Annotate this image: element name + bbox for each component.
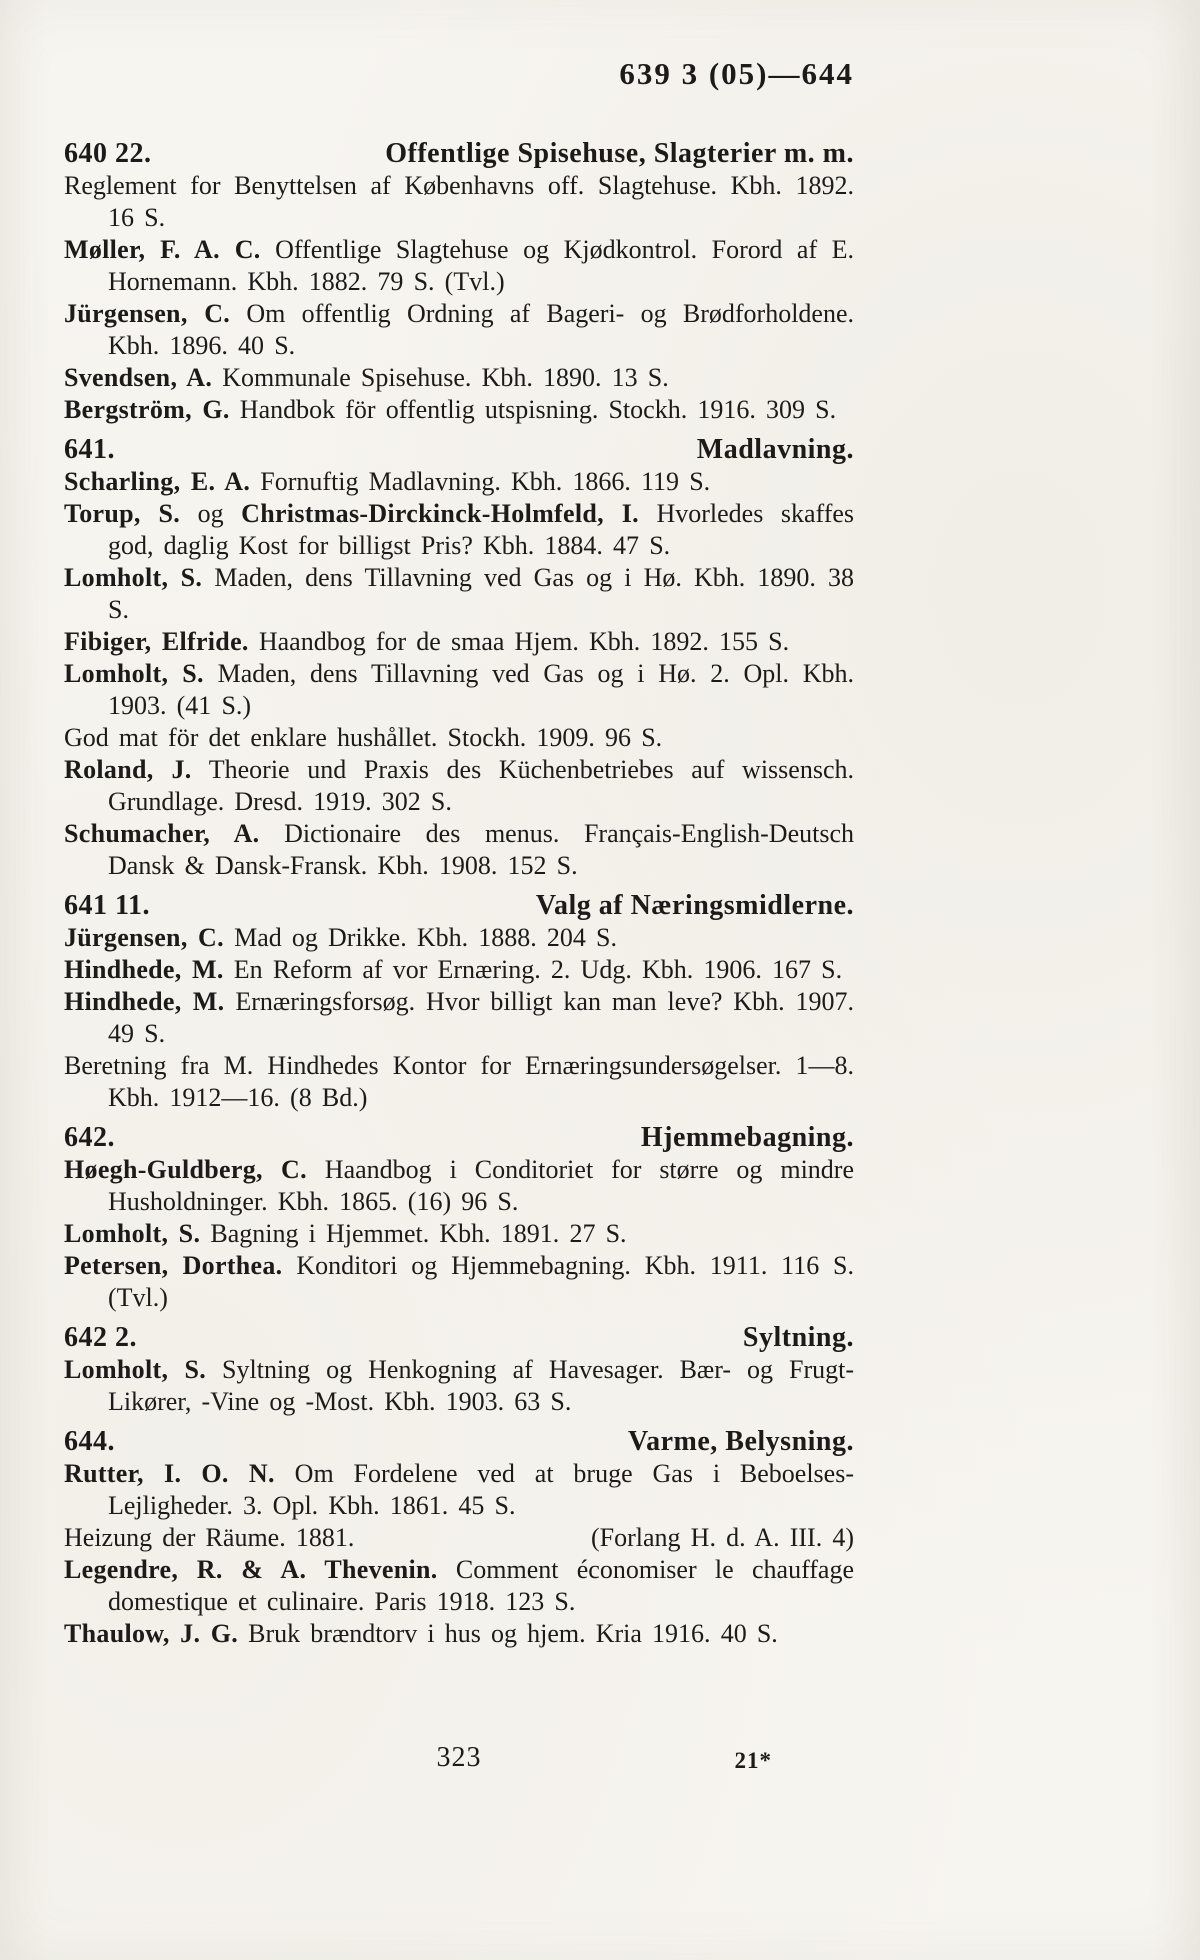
entry-text: Handbok för offentlig utspisning. Stockh. 1916. 309 S. (229, 395, 837, 424)
bibliography-entry (64, 394, 854, 426)
signature-mark: 21* (734, 1748, 772, 1773)
section-code: 641 11. (64, 890, 150, 921)
entry-text: Bagning i Hjemmet. Kbh. 1891. 27 S. (200, 1219, 627, 1248)
entry-text: Om offentlig Ordning af Bageri- og Brødforholdene. Kbh. 1896. 40 S. (108, 299, 854, 360)
bibliography-section (64, 434, 854, 882)
author-name: Rutter, I. O. N. (64, 1459, 275, 1488)
section-title: Hjemmebagning. (640, 1122, 854, 1153)
entry-text: Konditori og Hjemmebagning. Kbh. 1911. 116 S. (Tvl.) (108, 1251, 854, 1312)
bibliography-entry (64, 658, 854, 722)
entry-text: Offentlige Slagtehuse og Kjødkontrol. Forord af E. Hornemann. Kbh. 1882. 79 S. (Tvl.) (108, 235, 855, 296)
author-name: Petersen, Dorthea. (64, 1251, 283, 1280)
section-heading (64, 1322, 854, 1354)
bibliography-entry (64, 1050, 854, 1114)
entry-text: En Reform af vor Ernæring. 2. Udg. Kbh. 1906. 167 S. (223, 955, 843, 984)
author-name: Svendsen, A. (64, 363, 213, 392)
section-title: Varme, Belysning. (627, 1426, 854, 1457)
bibliography-entry (64, 986, 854, 1050)
entry-text: Kommunale Spisehuse. Kbh. 1890. 13 S. (212, 363, 669, 392)
author-name: Møller, F. A. C. (64, 235, 261, 264)
entry-text: Heizung der Räume. 1881. (64, 1523, 355, 1552)
bibliography-entry (64, 954, 854, 986)
author-name: Legendre, R. & A. Thevenin. (64, 1555, 438, 1584)
bibliography-section (64, 138, 854, 426)
section-heading (64, 890, 854, 922)
bibliography-section (64, 1122, 854, 1314)
bibliography-entry (64, 626, 854, 658)
entry-text: Syltning og Henkogning af Havesager. Bær- og Frugt-Likører, -Vine og -Most. Kbh. 1903. 63 S. (108, 1355, 854, 1416)
author-name: Jürgensen, C. (64, 923, 224, 952)
entry-text: Fornuftig Madlavning. Kbh. 1866. 119 S. (250, 467, 711, 496)
bibliography-entry (64, 234, 854, 298)
entry-text: Mad og Drikke. Kbh. 1888. 204 S. (223, 923, 618, 952)
bibliography-content (64, 138, 854, 1650)
entry-text: Haandbog for de smaa Hjem. Kbh. 1892. 155 S. (248, 627, 790, 656)
running-head (64, 56, 854, 92)
bibliography-entry (64, 1154, 854, 1218)
author-name: Fibiger, Elfride. (64, 627, 249, 656)
entry-text: Bruk brændtorv i hus og hjem. Kria 1916. 40 S. (238, 1619, 778, 1648)
page-number: 323 (436, 1742, 482, 1773)
section-title: Valg af Næringsmidlerne. (535, 890, 854, 921)
author-name: Lomholt, S. (64, 1219, 201, 1248)
entry-text: Hvorledes skaffes god, daglig Kost for billigst Pris? Kbh. 1884. 47 S. (108, 499, 855, 560)
author-name: Lomholt, S. (64, 563, 203, 592)
entry-text: Maden, dens Tillavning ved Gas og i Hø. 2. Opl. Kbh. 1903. (41 S.) (108, 659, 854, 720)
author-name: Hindhede, M. (64, 987, 225, 1016)
bibliography-entry (64, 1554, 854, 1618)
bibliography-entry (64, 466, 854, 498)
section-code: 640 22. (64, 138, 152, 169)
section-title: Syltning. (742, 1322, 854, 1353)
bibliography-entry (64, 298, 854, 362)
bibliography-entry (64, 498, 854, 562)
entry-text: Ernæringsforsøg. Hvor billigt kan man leve? Kbh. 1907. 49 S. (108, 987, 854, 1048)
bibliography-entry (64, 1250, 854, 1314)
entry-text: God mat för det enklare hushållet. Stockh. 1909. 96 S. (64, 723, 663, 752)
entry-text: og (180, 499, 242, 528)
entry-text: Beretning fra M. Hindhedes Kontor for Ernæringsundersøgelser. 1—8. Kbh. 1912—16. (8 Bd.) (64, 1051, 854, 1112)
section-code: 644. (64, 1426, 115, 1457)
author-name: Roland, J. (64, 755, 192, 784)
entry-text: Reglement for Benyttelsen af Københavns off. Slagtehuse. Kbh. 1892. 16 S. (64, 171, 854, 232)
entry-text: Theorie und Praxis des Küchenbetriebes auf wissensch. Grundlage. Dresd. 1919. 302 S. (108, 755, 854, 816)
shelf-reference-note: (Forlang H. d. A. III. 4) (591, 1523, 854, 1552)
entry-text: Maden, dens Tillavning ved Gas og i Hø. Kbh. 1890. 38 S. (108, 563, 854, 624)
bibliography-entry (64, 754, 854, 818)
section-title: Offentlige Spisehuse, Slagterier m. m. (385, 138, 854, 169)
author-name: Lomholt, S. (64, 659, 204, 688)
author-name: Hindhede, M. (64, 955, 224, 984)
bibliography-entry (64, 362, 854, 394)
bibliography-entry (64, 562, 854, 626)
entry-text: Om Fordelene ved at bruge Gas i Beboelses-Lejligheder. 3. Opl. Kbh. 1861. 45 S. (108, 1459, 854, 1520)
section-code: 642 2. (64, 1322, 137, 1353)
entry-text: Comment économiser le chauffage domestique et culinaire. Paris 1918. 123 S. (108, 1555, 854, 1616)
section-heading (64, 1122, 854, 1154)
author-name: Lomholt, S. (64, 1355, 207, 1384)
section-heading (64, 1426, 854, 1458)
section-heading (64, 138, 854, 170)
bibliography-entry (64, 170, 854, 234)
author-name: Schumacher, A. (64, 819, 260, 848)
section-code: 641. (64, 434, 115, 465)
author-name: Torup, S. (64, 499, 181, 528)
author-name: Høegh-Guldberg, C. (64, 1155, 307, 1184)
section-code: 642. (64, 1122, 115, 1153)
author-name: Christmas-Dirckinck-Holmfeld, I. (241, 499, 639, 528)
author-name: Bergström, G. (64, 395, 230, 424)
section-title: Madlavning. (696, 434, 854, 465)
bibliography-entry (64, 1354, 854, 1418)
entry-text: Dictionaire des menus. Français-English-Deutsch Dansk & Dansk-Fransk. Kbh. 1908. 152 S. (108, 819, 855, 880)
bibliography-entry (64, 922, 854, 954)
bibliography-section (64, 890, 854, 1114)
bibliography-entry (64, 1458, 854, 1522)
bibliography-section (64, 1322, 854, 1418)
author-name: Jürgensen, C. (64, 299, 231, 328)
section-heading (64, 434, 854, 466)
page-footer (64, 1742, 854, 1792)
bibliography-entry (64, 818, 854, 882)
classification-range: 639 3 (05)—644 (619, 56, 854, 91)
entry-text: Haandbog i Conditoriet for større og mindre Husholdninger. Kbh. 1865. (16) 96 S. (108, 1155, 855, 1216)
author-name: Scharling, E. A. (64, 467, 251, 496)
bibliography-entry (64, 1218, 854, 1250)
bibliography-entry (64, 1522, 854, 1554)
bibliography-entry (64, 1618, 854, 1650)
bibliography-entry (64, 722, 854, 754)
bibliography-section (64, 1426, 854, 1650)
author-name: Thaulow, J. G. (64, 1619, 239, 1648)
